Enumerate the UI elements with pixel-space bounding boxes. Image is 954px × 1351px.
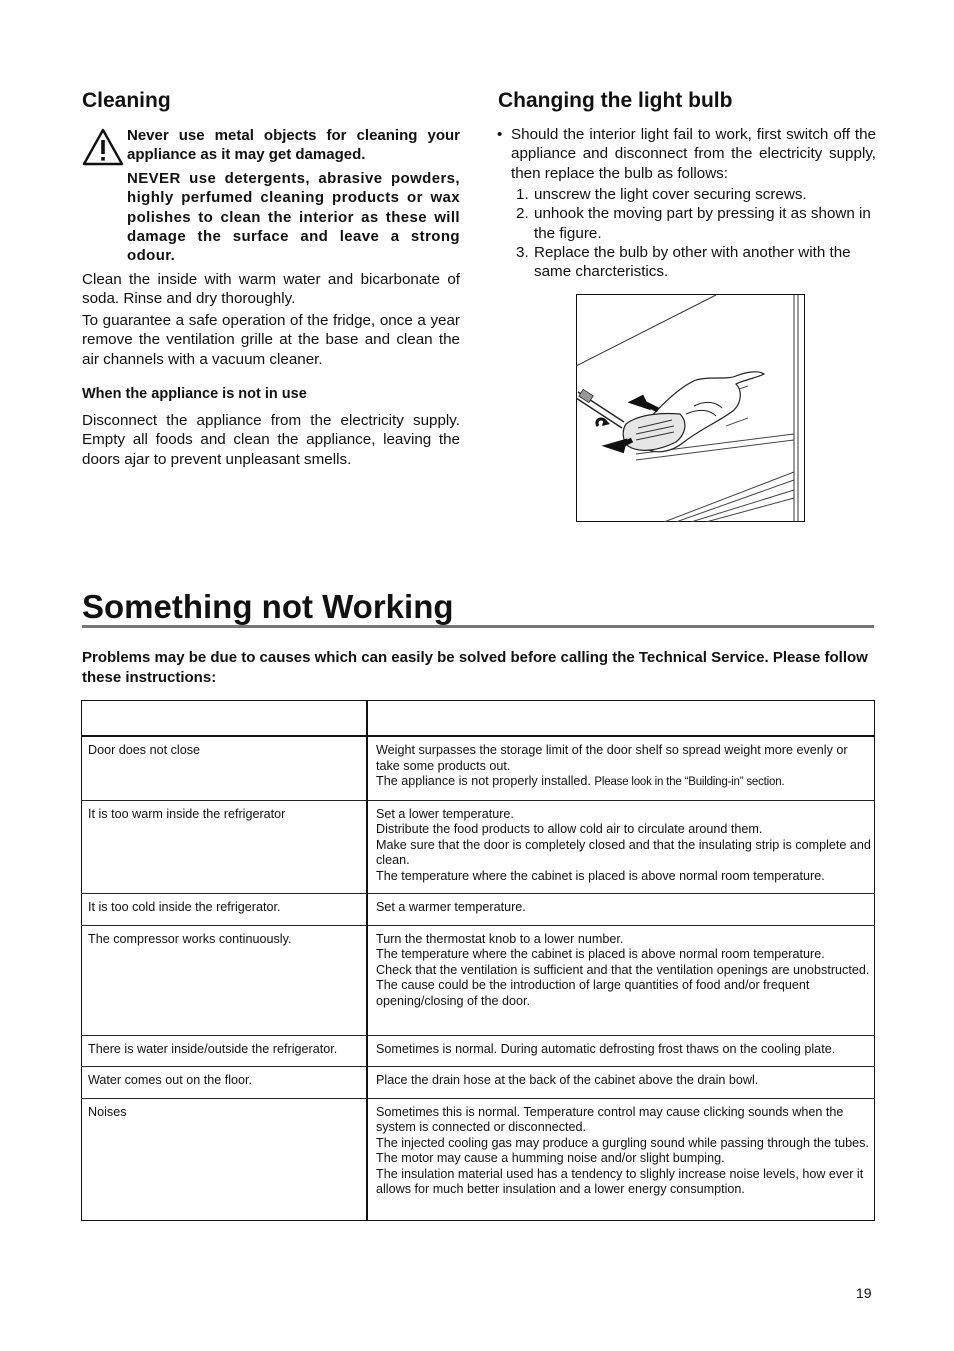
warning-detergents: NEVER use detergents, abrasive powders, highly perfumed cleaning products or wax polishes to clean the interior as these will damage the surface and leave a strong odour. — [127, 170, 460, 265]
remedy-line: Make sure that the door is completely closed and that the insulating strip is complete and clean. — [376, 837, 871, 867]
remedy-line: The temperature where the cabinet is placed is above normal room temperature. — [376, 947, 825, 961]
remedy-line: Sometimes is normal. During automatic defrosting frost thaws on the cooling plate. — [376, 1041, 836, 1056]
remedy-cell — [367, 1098, 875, 1220]
page-number: 19 — [856, 1285, 872, 1301]
not-in-use-subheading: When the appliance is not in use — [82, 386, 307, 402]
table-row — [82, 894, 875, 926]
step-number: 1. — [516, 186, 529, 203]
light-bulb-bullet — [497, 125, 876, 183]
bullet-dot-icon: • — [497, 126, 503, 143]
problem-cell: Door does not close — [82, 736, 368, 800]
remedy-line: The insulation material used has a tendency to slighly increase noise levels, how ever it allows for much better insulation and a lower energy consumption. — [376, 1166, 864, 1196]
step-text: unhook the moving part by pressing it as shown in the figure. — [534, 205, 871, 242]
problem-cell: The compressor works continuously. — [82, 925, 368, 1035]
table-row — [82, 1035, 875, 1067]
remedy-cell — [367, 736, 875, 800]
remedy-line: The injected cooling gas may produce a gurgling sound while passing through the tubes. — [376, 1135, 869, 1150]
cleaning-para-ventilation: To guarantee a safe operation of the fridge, once a year remove the ventilation grille at the base and clean the air channels with a vacuum cleaner. — [82, 312, 460, 368]
remedy-cell — [367, 800, 875, 894]
remedy-line: Sometimes this is normal. Temperature control may cause clicking sounds when the system is connected or disconnected. — [376, 1104, 844, 1134]
problem-cell: It is too cold inside the refrigerator. — [82, 894, 368, 926]
problem-cell: It is too warm inside the refrigerator — [82, 800, 368, 894]
table-row — [82, 925, 875, 1035]
troubleshooting-title: Something not Working — [82, 588, 454, 625]
remedy-line — [376, 774, 872, 791]
step-item — [516, 243, 876, 282]
light-bulb-steps — [516, 185, 876, 281]
table-row — [82, 1067, 875, 1099]
header-problem-cell — [82, 701, 368, 737]
remedy-line: Distribute the food products to allow cold air to circulate around them. — [376, 822, 763, 836]
remedy-cell — [367, 1067, 875, 1099]
remedy-line: Set a warmer temperature. — [376, 900, 526, 914]
light-bulb-figure — [576, 294, 805, 527]
troubleshooting-intro: Problems may be due to causes which can easily be solved before calling the Technical Service. Please follow these instructions: — [82, 649, 868, 686]
cleaning-para-inside: Clean the inside with warm water and bicarbonate of soda. Rinse and dry thoroughly. — [82, 271, 460, 308]
problem-cell: Noises — [82, 1098, 368, 1220]
problem-cell: There is water inside/outside the refrigerator. — [82, 1035, 368, 1067]
table-header-row — [82, 701, 875, 737]
step-item — [516, 204, 876, 243]
remedy-line: Place the drain hose at the back of the cabinet above the drain bowl. — [376, 1073, 759, 1087]
step-number: 2. — [516, 205, 529, 223]
remedy-text: The appliance is not properly installed. — [376, 774, 591, 788]
remedy-note: Please look in the “Building-in” section. — [594, 776, 785, 788]
warning-icon — [82, 128, 124, 171]
remedy-line: Turn the thermostat knob to a lower number. — [376, 931, 624, 946]
light-bulb-heading: Changing the light bulb — [498, 89, 733, 112]
remedy-line: Weight surpasses the storage limit of the door shelf so spread weight more evenly or take some products out. — [376, 743, 848, 773]
remedy-cell — [367, 894, 875, 926]
remedy-line: The motor may cause a humming noise and/or slight bumping. — [376, 1151, 725, 1165]
table-row — [82, 1098, 875, 1220]
warning-metal-objects: Never use metal objects for cleaning your appliance as it may get damaged. — [127, 127, 460, 164]
remedy-line: The temperature where the cabinet is placed is above normal room temperature. — [376, 868, 825, 883]
table-row — [82, 800, 875, 894]
step-text: unscrew the light cover securing screws. — [534, 186, 807, 203]
not-in-use-para: Disconnect the appliance from the electricity supply. Empty all foods and clean the appliance, leaving the doors ajar to prevent unpleasant smells. — [82, 412, 460, 468]
remedy-cell — [367, 1035, 875, 1067]
remedy-line: Set a lower temperature. — [376, 806, 514, 821]
problem-cell: Water comes out on the floor. — [82, 1067, 368, 1099]
remedy-line: The cause could be the introduction of large quantities of food and/or frequent opening/closing of the door. — [376, 978, 810, 1008]
step-text: Replace the bulb by other with another with the same charcteristics. — [534, 243, 851, 281]
remedy-line: Check that the ventilation is sufficient and that the ventilation openings are unobstructed. — [376, 962, 870, 977]
light-bulb-bullet-text: Should the interior light fail to work, first switch off the appliance and disconnect from the electricity supply, then replace the bulb as follows: — [511, 126, 876, 182]
remedy-cell — [367, 925, 875, 1035]
step-item — [516, 185, 876, 204]
step-number: 3. — [516, 243, 529, 261]
troubleshooting-table — [81, 700, 875, 1221]
cleaning-heading: Cleaning — [82, 89, 171, 112]
title-rule — [82, 625, 874, 628]
header-remedy-cell — [367, 701, 875, 737]
table-row — [82, 736, 875, 800]
